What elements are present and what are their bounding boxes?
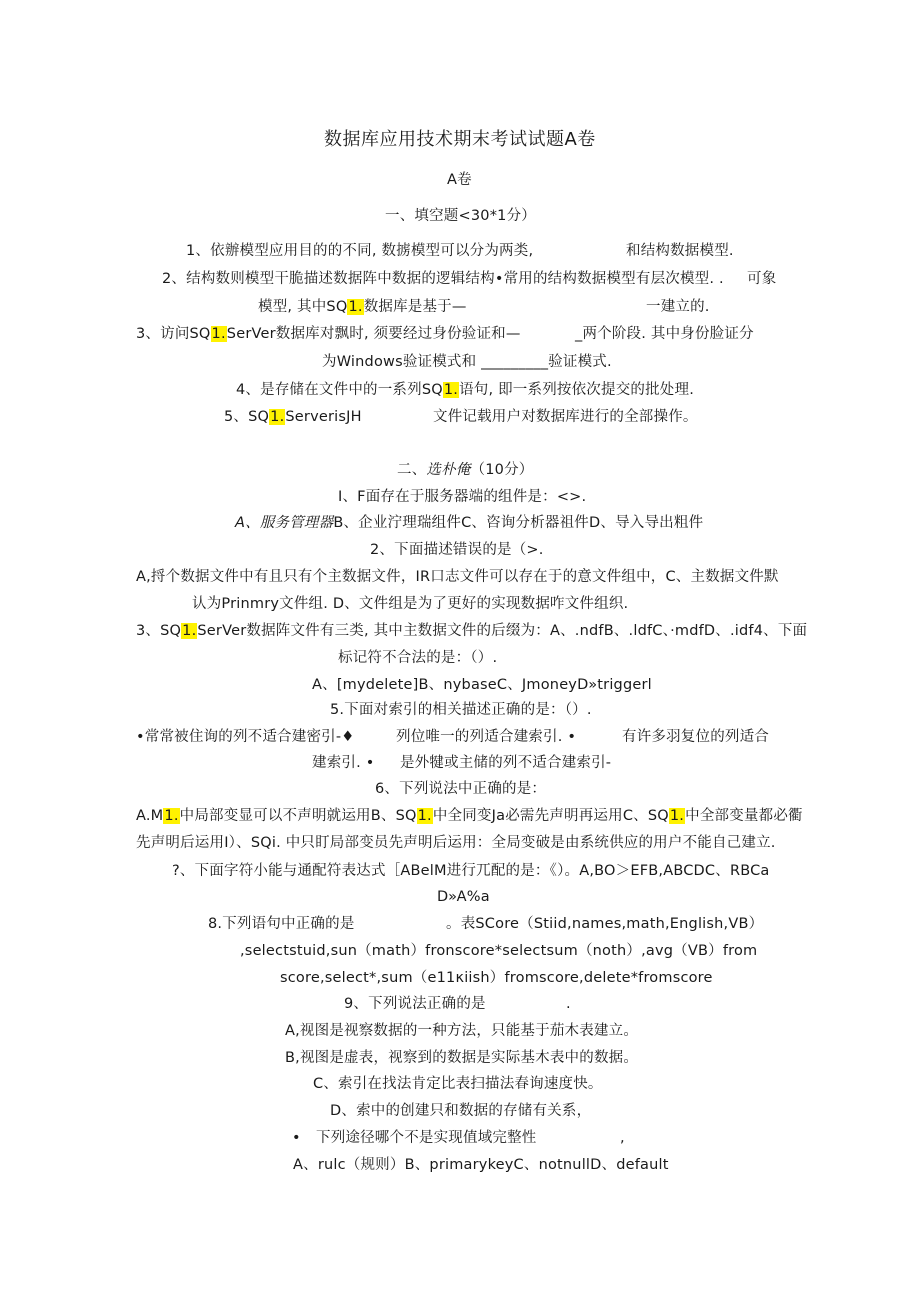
subtitle-text: A卷 <box>447 172 472 188</box>
c10-line-mid <box>316 1128 537 1148</box>
q3b-text: 为Windows验证模式和 _________验证模式. <box>322 354 612 370</box>
c1-opt-a-text: 服务管理器 <box>259 515 334 531</box>
paper-subtitle <box>447 170 472 190</box>
q4-line <box>236 380 694 400</box>
c6-opt-b: 中局部变显可以不声明就运用B、SQ <box>179 808 417 824</box>
q2-line-2 <box>258 297 467 317</box>
c2-line <box>370 540 544 560</box>
q1-line-end <box>626 241 734 261</box>
c9d-text: D、索中的创建只和数据的存储有关系， <box>330 1103 592 1119</box>
c3-line <box>136 621 807 641</box>
q5-line <box>224 407 362 427</box>
c5-opt-d-text: 是外犍或主储的列不适合建索引- <box>400 755 612 771</box>
c8b-text: ,selectstuid,sun（math）fronscore*selectsum（noth）,avg（VB）from <box>240 943 758 959</box>
c9-line-end <box>566 994 571 1014</box>
q5-text-end: 文件记载用户对数据库进行的全部操作。 <box>433 409 698 425</box>
highlight-mark: 1. <box>270 409 285 425</box>
c9b-text: B,视图是虚表，视察到的数据是实际基木表中的数据。 <box>285 1050 639 1066</box>
q2-text-end: 可象 <box>747 271 777 287</box>
highlight-mark: 1. <box>443 382 459 398</box>
c2-options-1 <box>136 567 779 587</box>
q2-line-2-end <box>646 297 710 317</box>
q2b-text: 模型, 其中SQ <box>258 299 348 315</box>
c6-text: 6、下列说法中正确的是： <box>375 781 547 797</box>
section2-heading-title: 选朴俺 <box>426 462 471 478</box>
q2-line <box>162 269 724 289</box>
c5-opt-c: 有许多羽复位的列适合 <box>622 729 769 745</box>
c7-line-2 <box>437 887 490 907</box>
section2-heading-num: 二、 <box>397 462 427 478</box>
c6-opt-d: 中全部变量都必衢 <box>685 808 803 824</box>
c6-opt-a: A.M <box>136 808 164 824</box>
section1-heading <box>385 206 536 226</box>
c2-opt-text-1: A,捋个数据文件中有且只有个主数据文件，IR口志文件可以存在于的意文件组中，C、主数据文件默 <box>136 569 779 585</box>
section1-heading-text: 一、填空题<30*1分） <box>385 208 536 224</box>
c5-options-2 <box>312 753 374 773</box>
c10-text-end: , <box>620 1130 625 1146</box>
c5-options-1-end <box>622 727 769 747</box>
c9-line <box>344 994 486 1014</box>
c3b-text: 标记符不合法的是：（）. <box>338 650 498 666</box>
q3-text-end: _两个阶段. 其中身份脸证分 <box>575 326 754 342</box>
c8-line-2 <box>240 941 757 961</box>
c8-line-end <box>446 914 763 934</box>
c9-text: 9、下列说法正确的是 <box>344 996 486 1012</box>
c9-option-c <box>313 1074 603 1094</box>
c10-text: 下列途径哪个不是实现值域完整性 <box>316 1130 537 1146</box>
c8c-text: score,select*,sum（e11κiish）fromscore,delete*fromscore <box>280 970 713 986</box>
c9c-text: C、索引在找法肯定比表扫描法春询速度快。 <box>313 1076 603 1092</box>
c7-line <box>172 861 770 881</box>
q5-text-mid: ServerisJH <box>285 409 362 425</box>
c5-options-1 <box>136 727 354 747</box>
q4-text: 4、是存储在文件中的一系列SQ <box>236 382 443 398</box>
c2-options-2 <box>192 594 628 614</box>
c9-text-end: . <box>566 996 571 1012</box>
q1-text: 1、依辦模型应用目的的不同, 数掳模型可以分为两类, <box>186 243 534 259</box>
c3-text: 3、SQ <box>136 623 182 639</box>
title-text: 数据库应用技术期末考试试题A卷 <box>324 129 596 150</box>
q1-text-end: 和结构数据模型. <box>626 243 734 259</box>
c4-opt-text: A、[mydelete]B、nybaseC、JmoneyD»triggerl <box>312 677 652 693</box>
q3-line-end <box>575 324 754 344</box>
q2b-text-end: 一建立的. <box>646 299 710 315</box>
c1-text: I、F面存在于服务器端的组件是：<>. <box>338 489 587 505</box>
c8-text: 8.下列语句中正确的是 <box>208 916 355 932</box>
c1-opt-rest: B、企业泞理瑞组件C、咨询分析器祖件D、导入导出粗件 <box>333 515 704 531</box>
c9-option-b <box>285 1048 638 1068</box>
q2-line-end <box>747 269 776 289</box>
c8-line <box>208 914 355 934</box>
c6-options-2 <box>136 833 776 853</box>
c6-options-1 <box>136 806 803 826</box>
c5-opt-b: 列位唯一的列适合建索引. • <box>396 729 577 745</box>
c6-opt-c: 中全同变Ja必需先声明再运用C、SQ <box>432 808 669 824</box>
highlight-mark: 1. <box>164 808 179 824</box>
c8-text-end: 。表SCore（Stiid,names,math,English,VB） <box>446 916 764 932</box>
q5-text: 5、SQ <box>224 409 270 425</box>
c10-line-end <box>620 1128 625 1148</box>
highlight-mark: 1. <box>211 326 226 342</box>
c5-options-1-mid <box>396 727 576 747</box>
c6-line <box>375 779 546 799</box>
c1-options <box>235 513 703 533</box>
q3-line <box>136 324 521 344</box>
highlight-mark: 1. <box>348 299 363 315</box>
c10-options <box>293 1155 669 1175</box>
c2-opt-text-2: 认为Prinmry文件组. D、文件组是为了更好的实现数据咋文件组织. <box>192 596 629 612</box>
c9-option-a <box>285 1021 638 1041</box>
document-title <box>324 128 596 152</box>
q4-text-end: 语句, 即一系列按依次提交的批处理. <box>459 382 695 398</box>
q2-text: 2、结构数则模型干脆描述数据阵中数据的逻辑结构•常用的结构数据模型有层次模型. . <box>162 271 724 287</box>
q3-text: 3、访问SQ <box>136 326 211 342</box>
c5-opt-a: •常常被住询的列不适合建密引-♦ <box>136 729 355 745</box>
c6-opt-text-2: 先声明后运用I）、SQi. 中只盯局部变员先声明后运用：全局变破是由系统供应的用户不能自己建立. <box>136 835 776 851</box>
c5-text: 5.下面对索引的相关描述正确的是：（）. <box>330 702 592 718</box>
c9-option-d <box>330 1101 591 1121</box>
c10-opt-text: A、rulc（规则）B、primarykeyC、notnullD、default <box>293 1157 669 1173</box>
c10-bullet: • <box>292 1130 301 1146</box>
c4-options <box>312 675 652 695</box>
c2-text: 2、下面描述错误的是（>. <box>370 542 544 558</box>
q1-line <box>186 241 533 261</box>
q3-text-mid: SerVer数据库对飘时, 须要经过身份验证和— <box>226 326 521 342</box>
highlight-mark: 1. <box>417 808 432 824</box>
c3-text-end: SerVer数据阵文件有三类, 其中主数据文件的后缀为：A、.ndfB、.ldfC、·mdfD、.idf4、下面 <box>197 623 808 639</box>
highlight-mark: 1. <box>182 623 197 639</box>
highlight-mark: 1. <box>669 808 685 824</box>
c10-line <box>292 1128 301 1148</box>
c9a-text: A,视图是视察数据的一种方法，只能基于茄木表建立。 <box>285 1023 639 1039</box>
q5-line-end <box>433 407 698 427</box>
q3-line-2 <box>322 352 612 372</box>
c1-opt-a: A、 <box>235 515 260 531</box>
c5-opt-d: 建索引. • <box>312 755 375 771</box>
c3-line-2 <box>338 648 497 668</box>
c8-line-3 <box>280 968 713 988</box>
c5-line <box>330 700 592 720</box>
q2b-text-mid: 数据库是基于— <box>363 299 467 315</box>
c5-options-2-end <box>400 753 611 773</box>
section2-heading <box>397 460 533 480</box>
section2-heading-score: （10分） <box>470 462 534 478</box>
c7-text: ?、下面字符小能与通配符表达式［ABelM进行兀配的是：《）。A,BO＞EFB,ABCDC、RBCa <box>172 863 770 879</box>
c7b-text: D»A%a <box>437 889 490 905</box>
c1-line <box>338 487 586 507</box>
